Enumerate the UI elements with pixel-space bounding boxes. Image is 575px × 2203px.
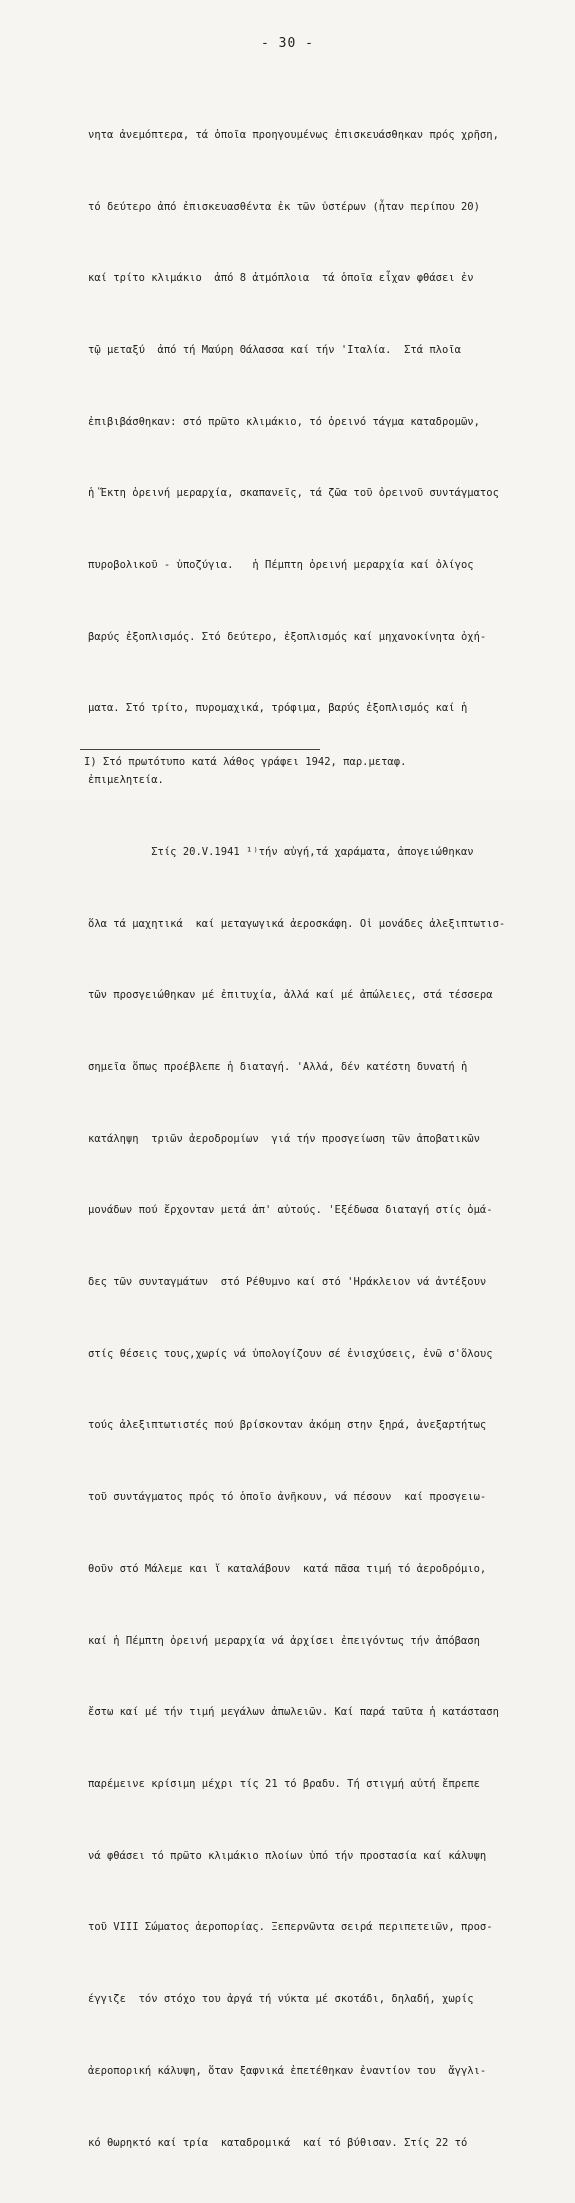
text-line: ἔστω καί μέ τήν τιμή μεγάλων ἀπωλειῶν. Καί παρά ταῦτα ἡ κατάσταση [88,1706,499,1719]
text-line: τοῦ VIII Σώματος ἀεροπορίας. Ξεπερνῶντα σειρά περιπετειῶν, προσ- [88,1921,493,1934]
text-line: βαρύς ἐξοπλισμός. Στό δεύτερο, ἐξοπλισμός καί μηχανοκίνητα ὀχή- [88,630,487,643]
text-line: τῷ μεταξύ ἀπό τή Μαύρη Θάλασσα καί τήν 'Ιταλία. Στά πλοῖα [88,343,461,356]
footnote-rule [80,749,320,750]
footnote: I) Στό πρωτότυπο κατά λάθος γράφει 1942, παρ.μεταφ. [84,756,407,768]
text-line: καί ἡ Πέμπτη ὀρεινή μεραρχία νά ἀρχίσει ἐπειγόντως τήν ἀπόβαση [88,1634,480,1647]
text-line: έγγιζε τόν στόχο του ἀργά τή νύκτα μέ σκοτάδι, δηλαδή, χωρίς [88,1993,474,2006]
text-line: καί τρίτο κλιμάκιο ἀπό 8 ἀτμόπλοια τά ὁποῖα εἶχαν φθάσει ἐν [88,272,474,285]
text-line: ἀεροπορική κάλυψη, ὅταν ξαφνικά ἐπετέθηκαν ἐναντίον του ἄγγλι- [88,2064,487,2077]
text-line: κό θωρηκτό καί τρία καταδρομικά καί τό βύθισαν. Στίς 22 τό [88,2136,468,2149]
text-line: Στίς 20.V.1941 ¹⁾τήν αὐγή,τά χαράματα, ἀπογειώθηκαν [88,845,474,858]
text-line: θοῦν στό Μάλεμε και ἵ καταλάβουν κατά πᾶσα τιμή τό ἀεροδρόμιο, [88,1562,487,1575]
text-line: ματα. Στό τρίτο, πυρομαχικά, τρόφιμα, βαρύς ἐξοπλισμός καί ἡ [88,702,468,715]
text-line: τοῦ συντάγματος πρός τό ὁποῖο ἀνῆκουν, νά πέσουν καί προσγειω- [88,1491,487,1504]
text-line: ἡ Ἕκτη ὀρεινή μεραρχία, σκαπανεῖς, τά ζῶα τοῦ ὀρεινοῦ συντάγματος [88,487,499,500]
text-line: στίς θέσεις τους,χωρίς νά ὑπολογίζουν σέ ἐνισχύσεις, ἐνῶ σ'ὅλους [88,1347,493,1360]
text-line: παρέμεινε κρίσιμη μέχρι τίς 21 τό βραδυ. Τή στιγμή αὐτή ἔπρεπε [88,1777,480,1790]
text-line: πυροβολικοῦ - ὑποζύγια. ἡ Πέμπτη ὀρεινή μεραρχία καί ὀλίγος [88,559,474,572]
text-line: σημεῖα ὅπως προέβλεπε ἡ διαταγή. 'Αλλά, δέν κατέστη δυνατή ἡ [88,1060,468,1073]
text-line: ἐπιβιβάσθηκαν: στό πρῶτο κλιμάκιο, τό ὀρεινό τάγμα καταδρομῶν, [88,415,480,428]
text-line: τῶν προσγειώθηκαν μέ ἐπιτυχία, ἀλλά καί μέ ἀπώλειες, στά τέσσερα [88,989,493,1002]
text-line: νητα ἀνεμόπτερα, τά ὁποῖα προηγουμένως ἐπισκευάσθηκαν πρός χρῆση, [88,128,499,141]
text-line: ἐπιμελητεία. [88,774,164,787]
text-line: ὅλα τά μαχητικά καί μεταγωγικά ἀεροσκάφη. Οἱ μονάδες ἀλεξιπτωτισ- [88,917,506,930]
body-text [88,76,538,2203]
text-line: κατάληψη τριῶν ἀεροδρομίων γιά τήν προσγείωση τῶν ἀποβατικῶν [88,1132,480,1145]
page-number: - 30 - [261,36,314,51]
text-line: μονάδων πού ἔρχονταν μετά ἀπ' αὐτούς. 'Εξέδωσα διαταγή στίς ὁμά- [88,1204,493,1217]
text-line: δες τῶν συνταγμάτων στό Ρέθυμνο καί στό 'Ηράκλειον νά ἀντέξουν [88,1276,487,1289]
text-line: τούς ἀλεξιπτωτιστές πού βρίσκονταν ἀκόμη στην ξηρά, ἀνεξαρτήτως [88,1419,487,1432]
text-line: νά φθάσει τό πρῶτο κλιμάκιο πλοίων ὑπό τήν προστασία καί κάλυψη [88,1849,487,1862]
text-line: τό δεύτερο ἀπό ἐπισκευασθέντα ἐκ τῶν ὑστέρων (ἦταν περίπου 20) [88,200,480,213]
